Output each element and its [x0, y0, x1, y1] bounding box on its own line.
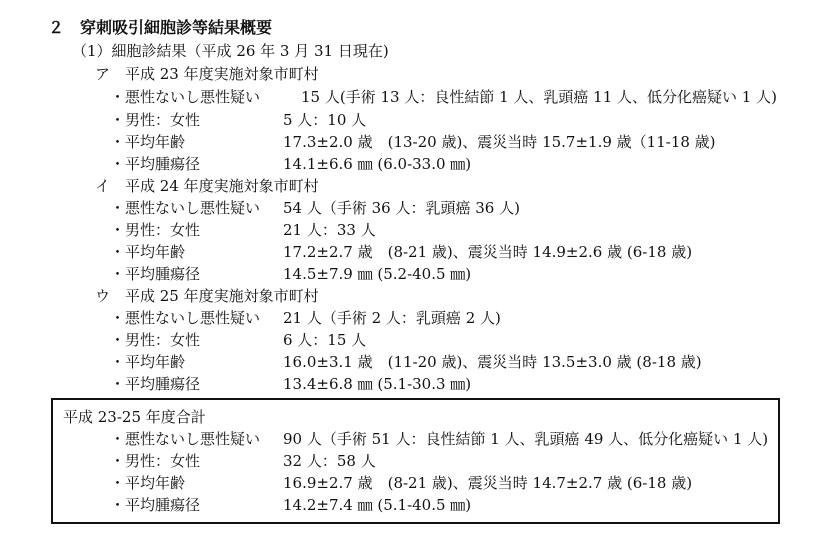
- section-title: ２ 穿刺吸引細胞診等結果概要: [48, 18, 273, 37]
- row-value: 90 人（手術 51 人：良性結節 1 人、乳頭癌 49 人、低分化癌疑い 1 人): [283, 430, 769, 448]
- row-label: ・男性：女性: [110, 221, 201, 239]
- row-value: 16.0±3.1 歳 (11-20 歳)、震災当時 13.5±3.0 歳 (8-18 歳): [283, 353, 702, 371]
- row-label: ・平均腫瘍径: [110, 496, 201, 514]
- row-value: 16.9±2.7 歳 (8-21 歳)、震災当時 14.7±2.7 歳 (6-18 歳): [283, 474, 693, 492]
- group-heading-u: ウ 平成 25 年度実施対象市町村: [95, 287, 319, 305]
- row-label: ・悪性ないし悪性疑い: [110, 430, 261, 448]
- row-value: 21 人：33 人: [283, 221, 376, 239]
- subsection-title: （1）細胞診結果（平成 26 年 3 月 31 日現在): [72, 42, 389, 60]
- row-label: ・男性：女性: [110, 111, 201, 129]
- row-value: 54 人（手術 36 人：乳頭癌 36 人): [283, 199, 520, 217]
- row-value: 17.2±2.7 歳 (8-21 歳)、震災当時 14.9±2.6 歳 (6-18 歳): [283, 243, 693, 261]
- row-value: 15 人(手術 13 人：良性結節 1 人、乳頭癌 11 人、低分化癌疑い 1 人): [301, 88, 777, 106]
- row-label: ・男性：女性: [110, 452, 201, 470]
- row-value: 6 人：15 人: [283, 331, 367, 349]
- row-value: 21 人（手術 2 人：乳頭癌 2 人): [283, 309, 501, 327]
- row-label: ・平均年齢: [110, 353, 186, 371]
- row-label: ・平均年齢: [110, 133, 186, 151]
- row-value: 14.5±7.9 ㎜ (5.2-40.5 ㎜): [283, 265, 472, 283]
- row-label: ・平均腫瘍径: [110, 375, 201, 393]
- row-label: ・平均年齢: [110, 474, 186, 492]
- row-value: 5 人：10 人: [283, 111, 367, 129]
- row-label: ・男性：女性: [110, 331, 201, 349]
- row-label: ・平均腫瘍径: [110, 265, 201, 283]
- row-label: ・悪性ないし悪性疑い: [110, 199, 261, 217]
- row-value: 32 人：58 人: [283, 452, 376, 470]
- row-label: ・悪性ないし悪性疑い: [110, 88, 261, 106]
- row-value: 14.1±6.6 ㎜ (6.0-33.0 ㎜): [283, 155, 472, 173]
- row-value: 14.2±7.4 ㎜ (5.1-40.5 ㎜): [283, 496, 472, 514]
- row-label: ・平均年齢: [110, 243, 186, 261]
- summary-heading: 平成 23-25 年度合計: [63, 408, 206, 426]
- row-label: ・平均腫瘍径: [110, 155, 201, 173]
- row-label: ・悪性ないし悪性疑い: [110, 309, 261, 327]
- row-value: 17.3±2.0 歳 (13-20 歳)、震災当時 15.7±1.9 歳（11-18 歳): [283, 133, 716, 151]
- group-heading-i: イ 平成 24 年度実施対象市町村: [95, 177, 319, 195]
- group-heading-a: ア 平成 23 年度実施対象市町村: [95, 65, 319, 83]
- row-value: 13.4±6.8 ㎜ (5.1-30.3 ㎜): [283, 375, 472, 393]
